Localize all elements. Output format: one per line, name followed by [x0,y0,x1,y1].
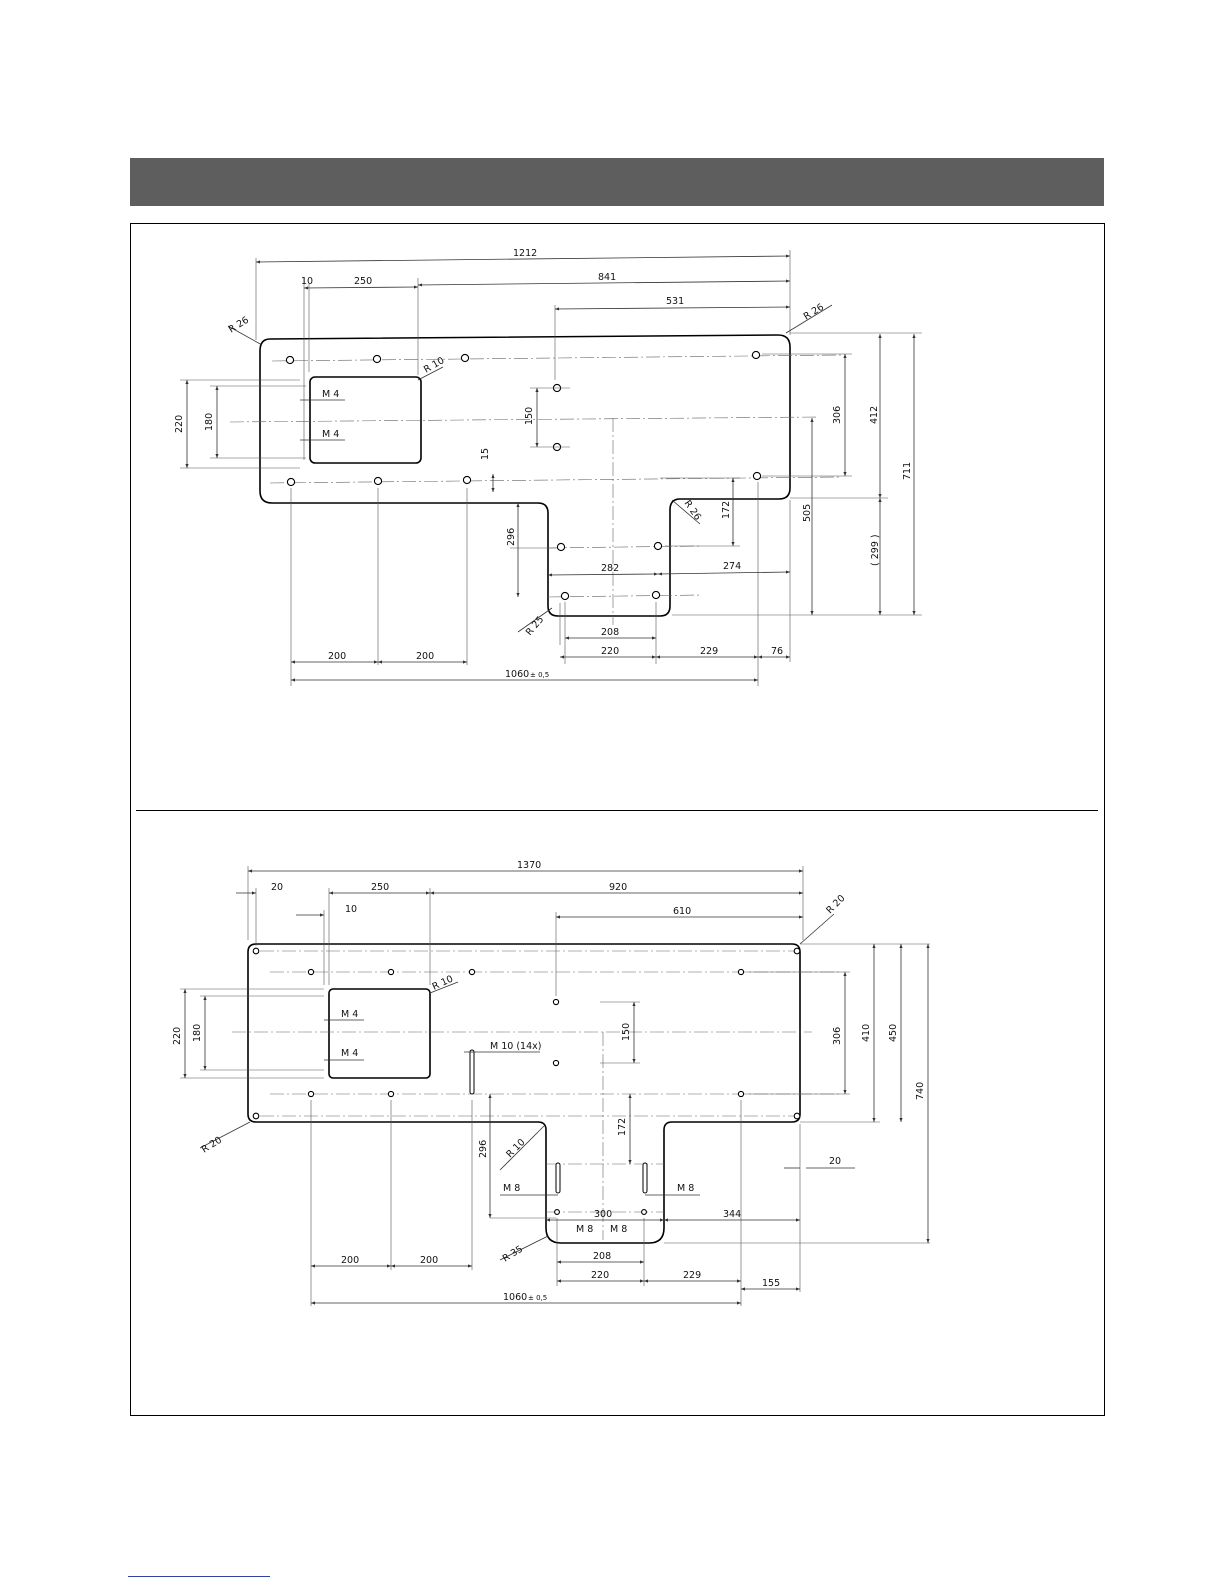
bottom-dim-300: 300 [594,1209,613,1220]
top-dim-220-w: 220 [601,646,620,657]
bottom-thread-m10: M 10 (14x) [490,1041,542,1052]
top-hole [286,356,293,363]
bottom-dim-450: 450 [888,1023,899,1042]
bottom-dim-220-w: 220 [591,1270,610,1281]
top-dim-tolerance: ± 0,5 [530,671,550,679]
top-dim-172: 172 [721,500,732,519]
bottom-dim-right-span: 920 [609,882,628,893]
bottom-thread-a: M 4 [341,1009,359,1020]
bottom-hole [738,969,743,974]
top-dim-220: 220 [174,414,185,433]
bottom-hole [553,999,558,1004]
bottom-dim-740: 740 [915,1081,926,1100]
bottom-radius-top-right: R 20 [824,892,848,917]
bottom-hole [308,1091,313,1096]
top-dim-15: 15 [480,447,491,460]
top-hole [654,542,661,549]
bottom-hole [388,969,393,974]
bottom-slot [643,1163,647,1193]
top-dim-1060: 1060 [505,669,530,680]
bottom-thread-m8-br: M 8 [610,1224,628,1235]
bottom-dim-410: 410 [861,1023,872,1042]
top-dim-200-b: 200 [416,651,435,662]
bottom-dim-150: 150 [621,1022,632,1041]
top-dim-76: 76 [771,646,784,657]
bottom-thread-m8-right: M 8 [677,1183,695,1194]
bottom-thread-m8-left: M 8 [503,1183,521,1194]
top-dim-208: 208 [601,627,620,638]
bottom-hole [794,948,800,954]
bottom-dim-172: 172 [617,1117,628,1136]
bottom-dim-edge-offset: 10 [345,904,358,915]
top-dim-cutout-width: 250 [354,276,373,287]
top-radius-bottom: R 25 [523,614,547,638]
bottom-dim-155: 155 [762,1278,781,1289]
bottom-hole [738,1091,743,1096]
top-dim-right-span: 841 [598,272,617,283]
bottom-thread-m8-bl: M 8 [576,1224,594,1235]
bottom-thread-b: M 4 [341,1048,359,1059]
bottom-hole [642,1210,647,1215]
top-dim-282: 282 [601,563,620,574]
top-hole [561,592,568,599]
bottom-dim-overall-width: 1370 [517,860,542,871]
top-dim-274: 274 [723,561,742,572]
top-hole [652,591,659,598]
bottom-dim-306: 306 [832,1026,843,1045]
bottom-cutout [329,989,430,1078]
top-radius-notch: R 26 [681,498,704,523]
top-dim-mid-span: 531 [666,296,685,307]
bottom-dim-offset-20: 20 [829,1156,842,1167]
bottom-hole [388,1091,393,1096]
top-radius-cutout: R 10 [422,355,447,376]
top-radius-top-right: R 26 [801,301,827,323]
top-plate-drawing [174,248,922,686]
top-dim-edge-offset: 10 [301,276,314,287]
bottom-dim-mid-span: 610 [673,906,692,917]
bottom-plate-drawing [172,860,930,1306]
bottom-slot [556,1163,560,1193]
bottom-dim-tolerance: ± 0,5 [528,1294,548,1302]
bottom-slot [470,1050,474,1094]
top-dim-711: 711 [902,461,913,480]
top-hole [753,472,760,479]
top-hole [463,476,470,483]
bottom-radius-left: R 20 [199,1134,225,1156]
bottom-hole [555,1210,560,1215]
bottom-hole [553,1060,558,1065]
top-dim-180: 180 [204,412,215,431]
top-dim-505: 505 [802,503,813,522]
top-dim-150: 150 [524,406,535,425]
bottom-dim-344: 344 [723,1209,742,1220]
top-dim-229: 229 [700,646,719,657]
bottom-dim-200-b: 200 [420,1255,439,1266]
top-hole [374,477,381,484]
bottom-hole [253,1113,259,1119]
bottom-dim-200-a: 200 [341,1255,360,1266]
top-dim-296: 296 [506,527,517,546]
top-hole [461,354,468,361]
bottom-hole [253,948,259,954]
bottom-radius-cutout: R 10 [430,973,455,993]
bottom-dim-220: 220 [172,1026,183,1045]
top-radius-top-left: R 26 [226,314,252,336]
bottom-dim-1060: 1060 [503,1292,528,1303]
bottom-hole [308,969,313,974]
bottom-dim-229: 229 [683,1270,702,1281]
top-dim-200-a: 200 [328,651,347,662]
top-hole [373,355,380,362]
bottom-radius-notch: R 10 [504,1136,528,1161]
top-hole [752,351,759,358]
bottom-radius-bottom: R 35 [500,1243,526,1265]
bottom-dim-208: 208 [593,1251,612,1262]
top-dim-overall-width: 1212 [513,248,538,259]
top-hole [287,478,294,485]
bottom-dim-cutout-width: 250 [371,882,390,893]
top-thread-b: M 4 [322,429,340,440]
top-thread-a: M 4 [322,389,340,400]
top-dim-299: ( 299 ) [870,534,881,566]
bottom-dim-left-offset: 20 [271,882,284,893]
bottom-hole [469,969,474,974]
top-dim-412: 412 [869,405,880,424]
bottom-hole [794,1113,800,1119]
top-hole [557,543,564,550]
bottom-dim-180: 180 [192,1023,203,1042]
top-dim-306: 306 [832,405,843,424]
bottom-dim-296: 296 [478,1139,489,1158]
